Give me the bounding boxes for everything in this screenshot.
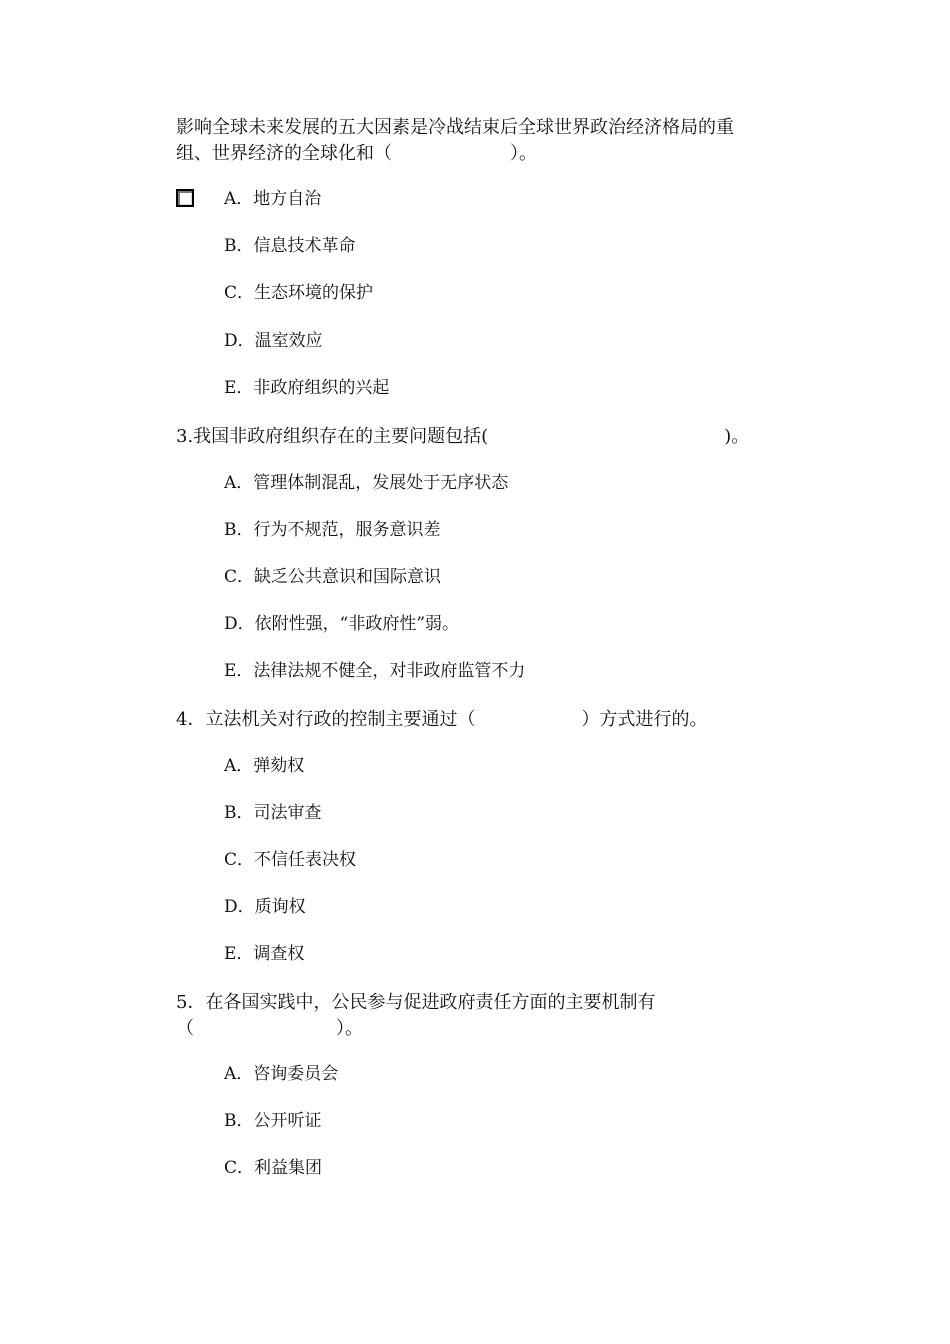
question-4-option-a: A．弹劾权	[224, 756, 305, 776]
question-5-stem	[176, 990, 776, 1042]
question-5-line-1: 5．在各国实践中，公民参与促进政府责任方面的主要机制有	[176, 992, 656, 1013]
question-2-option-c: C．生态环境的保护	[224, 283, 374, 303]
question-3-stem: 3.我国非政府组织存在的主要问题包括( )。	[176, 426, 750, 447]
question-4-stem: 4．立法机关对行政的控制主要通过（ ）方式进行的。	[176, 709, 708, 730]
question-3-option-d: D．依附性强，“非政府性”弱。	[224, 614, 460, 634]
question-2-option-b: B．信息技术革命	[224, 236, 356, 256]
question-2-line-1: 影响全球未来发展的五大因素是冷战结束后全球世界政治经济格局的重	[176, 117, 734, 138]
question-2-line-2: 组、世界经济的全球化和（ ）。	[176, 143, 537, 164]
question-2-option-d: D．温室效应	[224, 331, 323, 351]
question-5-line-2: （ ）。	[176, 1018, 363, 1039]
question-5-option-c: C．利益集团	[224, 1158, 323, 1178]
question-2-option-e: E．非政府组织的兴起	[224, 378, 390, 398]
answer-checkbox[interactable]	[176, 189, 194, 207]
question-3-option-b: B．行为不规范，服务意识差	[224, 520, 441, 540]
question-3-option-e: E．法律法规不健全，对非政府监管不力	[224, 661, 526, 681]
question-5-option-b: B．公开听证	[224, 1111, 322, 1131]
question-3-option-c: C．缺乏公共意识和国际意识	[224, 567, 442, 587]
question-4-option-e: E．调查权	[224, 944, 305, 964]
question-5-option-a: A．咨询委员会	[224, 1064, 339, 1084]
question-4-option-c: C．不信任表决权	[224, 850, 357, 870]
question-2-stem	[176, 115, 776, 167]
question-4-option-b: B．司法审查	[224, 803, 322, 823]
question-4-option-d: D．质询权	[224, 897, 306, 917]
question-2-option-a: A．地方自治	[224, 189, 322, 209]
question-3-option-a: A．管理体制混乱，发展处于无序状态	[224, 473, 509, 493]
